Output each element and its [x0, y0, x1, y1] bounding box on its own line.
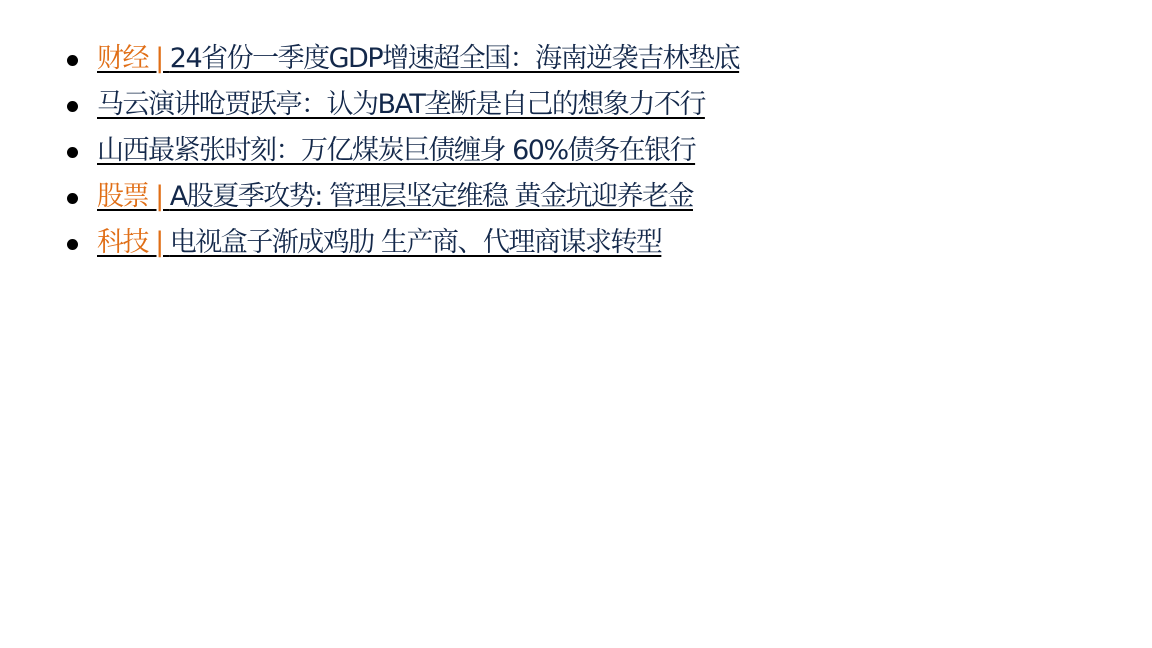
news-link[interactable]: [97, 181, 693, 212]
news-link[interactable]: [97, 43, 739, 74]
category-separator: |: [148, 43, 170, 74]
bullet-icon: [67, 147, 78, 158]
headline-link[interactable]: 山西最紧张时刻：万亿煤炭巨债缠身 60%债务在银行: [97, 135, 696, 166]
category-link[interactable]: 科技: [97, 227, 148, 258]
category-separator: |: [148, 181, 170, 212]
news-list: [0, 36, 739, 266]
category-separator: |: [148, 227, 170, 258]
news-item: [97, 220, 739, 266]
bullet-icon: [67, 193, 78, 204]
headline-link[interactable]: 电视盒子渐成鸡肋 生产商、代理商谋求转型: [169, 227, 662, 258]
bullet-icon: [67, 55, 78, 66]
headline-link[interactable]: A股夏季攻势: 管理层坚定维稳 黄金坑迎养老金: [169, 181, 693, 212]
news-link[interactable]: [97, 89, 705, 120]
news-item: [97, 82, 739, 128]
news-item: [97, 128, 739, 174]
category-link[interactable]: 股票: [97, 181, 148, 212]
headline-link[interactable]: 马云演讲呛贾跃亭：认为BAT垄断是自己的想象力不行: [97, 89, 705, 120]
headline-link[interactable]: 24省份一季度GDP增速超全国：海南逆袭吉林垫底: [169, 43, 740, 74]
category-link[interactable]: 财经: [97, 43, 148, 74]
news-item: [97, 36, 739, 82]
bullet-icon: [67, 101, 78, 112]
bullet-icon: [67, 239, 78, 250]
news-link[interactable]: [97, 227, 661, 258]
news-link[interactable]: [97, 135, 695, 166]
news-item: [97, 174, 739, 220]
